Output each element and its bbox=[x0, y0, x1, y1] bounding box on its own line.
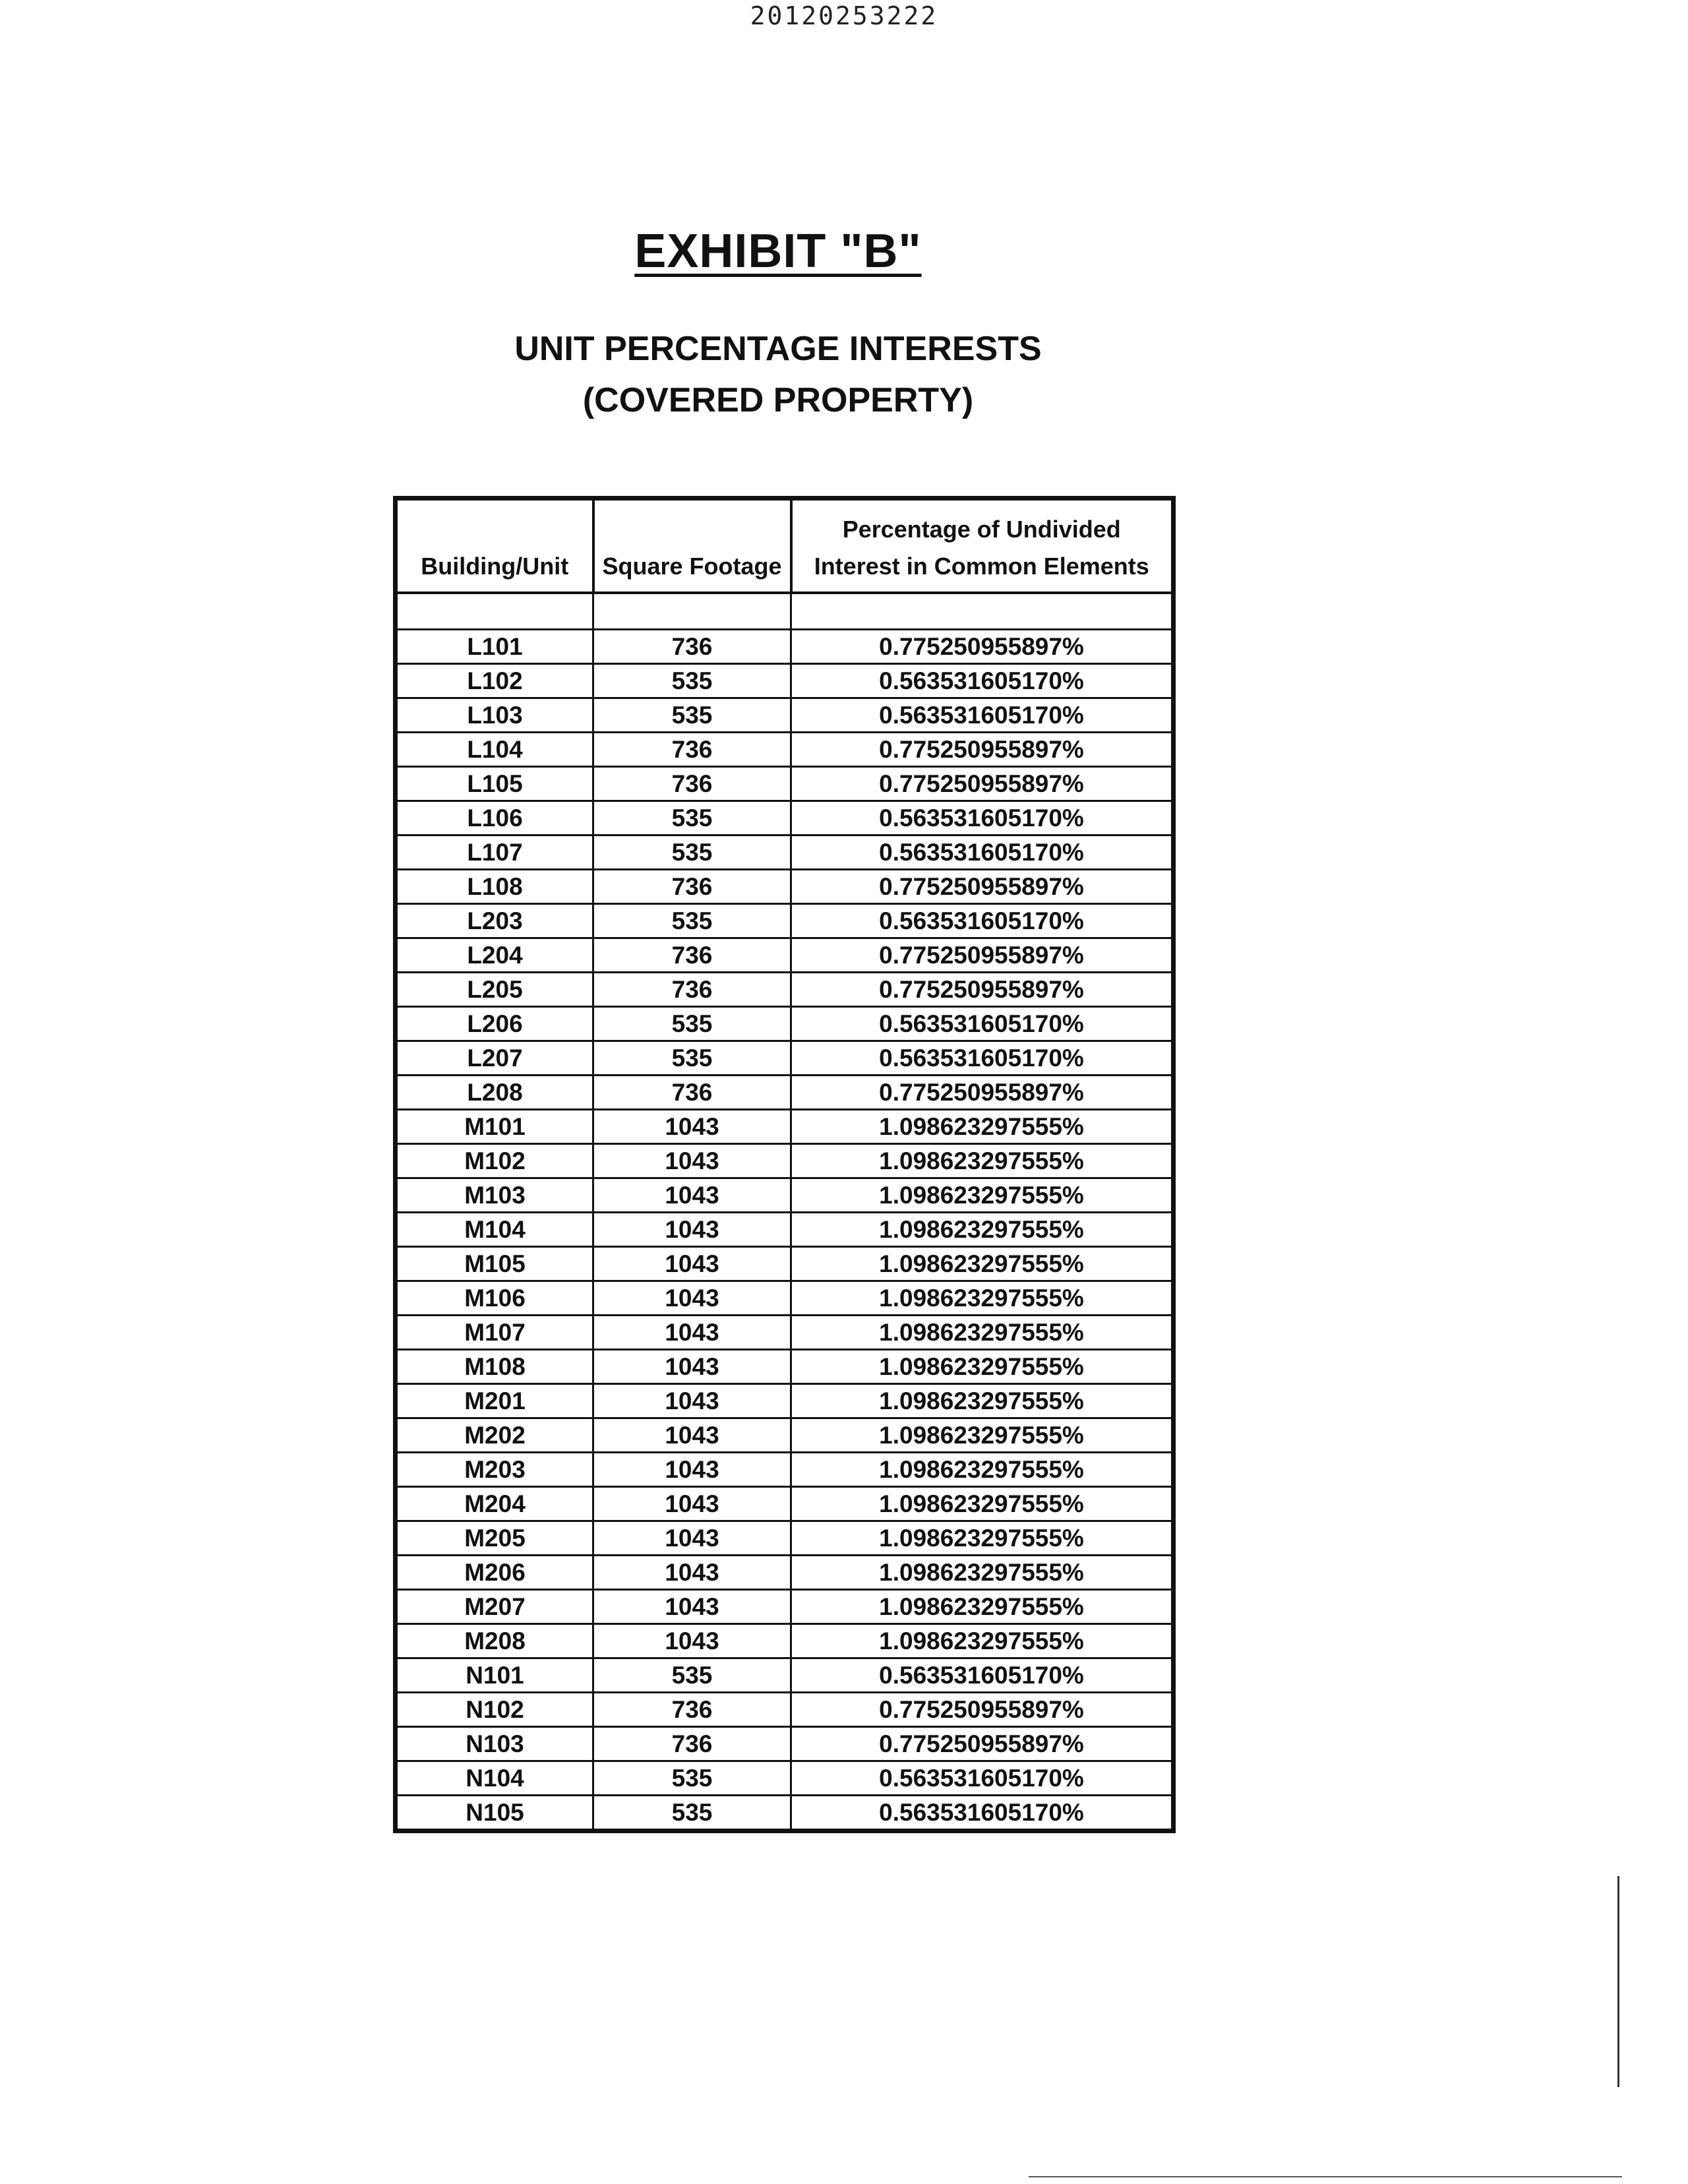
cell-square-footage: 1043 bbox=[593, 1247, 791, 1281]
table-row bbox=[396, 973, 1174, 1007]
header-percentage-line-1: Percentage of Undivided bbox=[842, 516, 1121, 543]
cell-percentage: 0.775250955897% bbox=[791, 767, 1174, 801]
cell-square-footage: 535 bbox=[593, 904, 791, 938]
cell-percentage: 0.563531605170% bbox=[791, 1007, 1174, 1041]
cell-percentage: 0.563531605170% bbox=[791, 1041, 1174, 1076]
cell-percentage: 0.775250955897% bbox=[791, 870, 1174, 904]
cell-square-footage: 1043 bbox=[593, 1487, 791, 1521]
cell-square-footage: 535 bbox=[593, 698, 791, 733]
cell-square-footage: 1043 bbox=[593, 1316, 791, 1350]
cell-square-footage: 736 bbox=[593, 1076, 791, 1110]
cell-building-unit: L107 bbox=[396, 835, 593, 870]
cell-building-unit: L105 bbox=[396, 767, 593, 801]
cell-building-unit: M204 bbox=[396, 1487, 593, 1521]
cell-square-footage: 1043 bbox=[593, 1144, 791, 1178]
table-row bbox=[396, 835, 1174, 870]
table-row bbox=[396, 1693, 1174, 1727]
cell-square-footage: 1043 bbox=[593, 1453, 791, 1487]
cell-building-unit: M106 bbox=[396, 1281, 593, 1316]
subtitle-line-1: UNIT PERCENTAGE INTERESTS bbox=[514, 330, 1042, 368]
exhibit-subtitle bbox=[0, 323, 1556, 426]
cell-building-unit: M104 bbox=[396, 1213, 593, 1247]
cell-building-unit: L103 bbox=[396, 698, 593, 733]
cell-building-unit: M101 bbox=[396, 1110, 593, 1144]
cell-square-footage: 535 bbox=[593, 664, 791, 698]
table-row bbox=[396, 1453, 1174, 1487]
cell-square-footage: 736 bbox=[593, 938, 791, 973]
cell-percentage: 1.098623297555% bbox=[791, 1110, 1174, 1144]
cell-percentage: 1.098623297555% bbox=[791, 1213, 1174, 1247]
cell-square-footage: 736 bbox=[593, 1727, 791, 1761]
cell-building-unit: L206 bbox=[396, 1007, 593, 1041]
cell-percentage: 1.098623297555% bbox=[791, 1281, 1174, 1316]
cell-square-footage: 535 bbox=[593, 835, 791, 870]
exhibit-title: EXHIBIT "B" bbox=[634, 225, 922, 278]
table-row bbox=[396, 1590, 1174, 1624]
table-header-row bbox=[396, 499, 1174, 593]
cell-percentage: 0.563531605170% bbox=[791, 1761, 1174, 1796]
header-building-unit: Building/Unit bbox=[396, 499, 593, 593]
scan-edge-line bbox=[1029, 2176, 1622, 2177]
cell-building-unit: M203 bbox=[396, 1453, 593, 1487]
cell-square-footage: 736 bbox=[593, 1693, 791, 1727]
table-row bbox=[396, 870, 1174, 904]
cell-percentage: 0.563531605170% bbox=[791, 835, 1174, 870]
table-row bbox=[396, 1178, 1174, 1213]
cell-square-footage: 1043 bbox=[593, 1418, 791, 1453]
table-row bbox=[396, 1076, 1174, 1110]
cell-building-unit: L108 bbox=[396, 870, 593, 904]
table-row bbox=[396, 698, 1174, 733]
cell-building-unit: N102 bbox=[396, 1693, 593, 1727]
table-row bbox=[396, 1418, 1174, 1453]
blank-row bbox=[396, 593, 1174, 630]
table-row bbox=[396, 733, 1174, 767]
cell-square-footage: 535 bbox=[593, 1796, 791, 1831]
unit-percentage-table bbox=[393, 496, 1176, 1833]
table-row bbox=[396, 1144, 1174, 1178]
cell-square-footage: 736 bbox=[593, 767, 791, 801]
cell-building-unit: M201 bbox=[396, 1384, 593, 1418]
table-row bbox=[396, 1761, 1174, 1796]
header-square-footage: Square Footage bbox=[593, 499, 791, 593]
table-row bbox=[396, 1316, 1174, 1350]
cell-building-unit: L205 bbox=[396, 973, 593, 1007]
cell-building-unit: L203 bbox=[396, 904, 593, 938]
cell-building-unit: N103 bbox=[396, 1727, 593, 1761]
cell-percentage: 0.563531605170% bbox=[791, 801, 1174, 835]
cell-square-footage: 736 bbox=[593, 870, 791, 904]
cell-percentage: 0.563531605170% bbox=[791, 1658, 1174, 1693]
table-row bbox=[396, 767, 1174, 801]
table-row bbox=[396, 1727, 1174, 1761]
cell-building-unit: M207 bbox=[396, 1590, 593, 1624]
header-percentage bbox=[791, 499, 1174, 593]
table-row bbox=[396, 1556, 1174, 1590]
table-row bbox=[396, 1658, 1174, 1693]
cell-percentage: 1.098623297555% bbox=[791, 1556, 1174, 1590]
cell-square-footage: 736 bbox=[593, 630, 791, 664]
cell-building-unit: L101 bbox=[396, 630, 593, 664]
table-row bbox=[396, 1350, 1174, 1384]
cell-square-footage: 1043 bbox=[593, 1590, 791, 1624]
cell-building-unit: L106 bbox=[396, 801, 593, 835]
table-row bbox=[396, 1110, 1174, 1144]
cell-building-unit: M206 bbox=[396, 1556, 593, 1590]
table-row bbox=[396, 630, 1174, 664]
cell-percentage: 1.098623297555% bbox=[791, 1590, 1174, 1624]
cell-percentage: 1.098623297555% bbox=[791, 1384, 1174, 1418]
table-row bbox=[396, 1487, 1174, 1521]
table-row bbox=[396, 1281, 1174, 1316]
cell-square-footage: 1043 bbox=[593, 1281, 791, 1316]
cell-percentage: 1.098623297555% bbox=[791, 1144, 1174, 1178]
table-row bbox=[396, 1247, 1174, 1281]
blank-cell bbox=[791, 593, 1174, 630]
cell-percentage: 0.775250955897% bbox=[791, 733, 1174, 767]
cell-percentage: 0.563531605170% bbox=[791, 664, 1174, 698]
header-percentage-line-2: Interest in Common Elements bbox=[814, 553, 1149, 580]
cell-percentage: 1.098623297555% bbox=[791, 1316, 1174, 1350]
table-row bbox=[396, 904, 1174, 938]
cell-percentage: 0.775250955897% bbox=[791, 630, 1174, 664]
cell-percentage: 0.775250955897% bbox=[791, 1727, 1174, 1761]
document-number: 20120253222 bbox=[750, 1, 938, 30]
cell-square-footage: 1043 bbox=[593, 1521, 791, 1556]
cell-percentage: 1.098623297555% bbox=[791, 1624, 1174, 1658]
cell-square-footage: 535 bbox=[593, 801, 791, 835]
table-row bbox=[396, 1213, 1174, 1247]
blank-cell bbox=[396, 593, 593, 630]
cell-percentage: 0.563531605170% bbox=[791, 1796, 1174, 1831]
cell-percentage: 1.098623297555% bbox=[791, 1350, 1174, 1384]
cell-building-unit: M202 bbox=[396, 1418, 593, 1453]
cell-percentage: 0.775250955897% bbox=[791, 973, 1174, 1007]
cell-building-unit: M108 bbox=[396, 1350, 593, 1384]
table-row bbox=[396, 801, 1174, 835]
cell-building-unit: M208 bbox=[396, 1624, 593, 1658]
cell-square-footage: 1043 bbox=[593, 1624, 791, 1658]
table-row bbox=[396, 1007, 1174, 1041]
cell-percentage: 0.563531605170% bbox=[791, 904, 1174, 938]
cell-percentage: 1.098623297555% bbox=[791, 1247, 1174, 1281]
table-row bbox=[396, 664, 1174, 698]
table-row bbox=[396, 1624, 1174, 1658]
table-row bbox=[396, 1521, 1174, 1556]
cell-percentage: 1.098623297555% bbox=[791, 1418, 1174, 1453]
table-row bbox=[396, 1796, 1174, 1831]
cell-percentage: 0.775250955897% bbox=[791, 1693, 1174, 1727]
cell-square-footage: 1043 bbox=[593, 1384, 791, 1418]
cell-building-unit: N101 bbox=[396, 1658, 593, 1693]
cell-percentage: 0.563531605170% bbox=[791, 698, 1174, 733]
cell-building-unit: L207 bbox=[396, 1041, 593, 1076]
cell-square-footage: 535 bbox=[593, 1658, 791, 1693]
cell-square-footage: 535 bbox=[593, 1041, 791, 1076]
cell-building-unit: M107 bbox=[396, 1316, 593, 1350]
cell-percentage: 1.098623297555% bbox=[791, 1453, 1174, 1487]
cell-building-unit: M105 bbox=[396, 1247, 593, 1281]
cell-square-footage: 736 bbox=[593, 973, 791, 1007]
blank-cell bbox=[593, 593, 791, 630]
cell-building-unit: L104 bbox=[396, 733, 593, 767]
table-row bbox=[396, 938, 1174, 973]
cell-square-footage: 535 bbox=[593, 1007, 791, 1041]
cell-building-unit: M205 bbox=[396, 1521, 593, 1556]
cell-square-footage: 1043 bbox=[593, 1556, 791, 1590]
cell-building-unit: L102 bbox=[396, 664, 593, 698]
cell-percentage: 0.775250955897% bbox=[791, 938, 1174, 973]
cell-percentage: 1.098623297555% bbox=[791, 1521, 1174, 1556]
cell-square-footage: 535 bbox=[593, 1761, 791, 1796]
cell-building-unit: L208 bbox=[396, 1076, 593, 1110]
cell-building-unit: N105 bbox=[396, 1796, 593, 1831]
cell-percentage: 1.098623297555% bbox=[791, 1178, 1174, 1213]
cell-square-footage: 1043 bbox=[593, 1350, 791, 1384]
subtitle-line-2: (COVERED PROPERTY) bbox=[582, 381, 974, 419]
cell-building-unit: L204 bbox=[396, 938, 593, 973]
cell-building-unit: M103 bbox=[396, 1178, 593, 1213]
cell-square-footage: 1043 bbox=[593, 1110, 791, 1144]
cell-square-footage: 1043 bbox=[593, 1213, 791, 1247]
table-row bbox=[396, 1041, 1174, 1076]
cell-square-footage: 1043 bbox=[593, 1178, 791, 1213]
cell-building-unit: N104 bbox=[396, 1761, 593, 1796]
table-row bbox=[396, 1384, 1174, 1418]
cell-percentage: 1.098623297555% bbox=[791, 1487, 1174, 1521]
cell-percentage: 0.775250955897% bbox=[791, 1076, 1174, 1110]
margin-mark bbox=[1617, 1876, 1619, 2087]
table-body bbox=[396, 593, 1174, 1831]
cell-square-footage: 736 bbox=[593, 733, 791, 767]
cell-building-unit: M102 bbox=[396, 1144, 593, 1178]
